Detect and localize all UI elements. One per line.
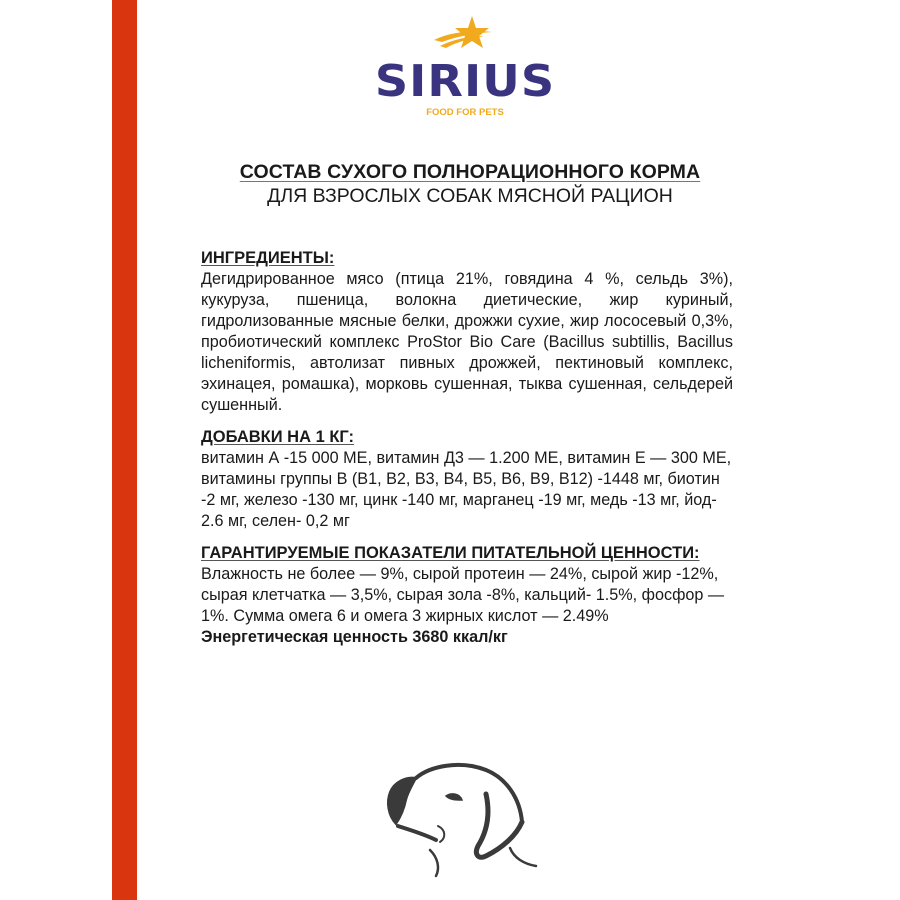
logo-tagline: FOOD FOR PETS (426, 107, 504, 118)
additives-heading: ДОБАВКИ НА 1 КГ: (201, 428, 355, 446)
page-title (200, 160, 740, 208)
energy-value: Энергетическая ценность 3680 ккал/кг (201, 628, 508, 646)
ingredients-section (201, 248, 733, 416)
ingredients-text: Дегидрированное мясо (птица 21%, говядина 4 %, сельдь 3%), кукуруза, пшеница, волокна диетические, жир куриный, гидролизованные мясные белки, дрожжи сухие, жир лососевый 0,3%, пробиотический комплекс ProStor Bio Care (Bacillus subtillis, Bacillus licheniformis, автолизат пивных дрожжей, пектиновый комплекс, эхинацея, ромашка), морковь сушенная, тыква сушенная, сельдерей сушенный. (201, 270, 733, 414)
star-swoosh-icon (432, 14, 498, 62)
logo-wordmark: SIRIUS (374, 56, 556, 107)
brand-logo (360, 14, 570, 124)
additives-text: витамин А -15 000 МЕ, витамин Д3 — 1.200 МЕ, витамин Е — 300 МЕ, витамины группы В (В1, В2, В3, В4, В5, В6, В9, В12) -1448 мг, биотин -2 мг, железо -130 мг, цинк -140 мг, марганец -19 мг, медь -13 мг, йод- 2.6 мг, селен- 0,2 мг (201, 449, 732, 530)
additives-section (201, 427, 733, 532)
title-line-2: ДЛЯ ВЗРОСЛЫХ СОБАК МЯСНОЙ РАЦИОН (267, 185, 673, 207)
composition-content (201, 248, 733, 659)
ingredients-heading: ИНГРЕДИЕНТЫ: (201, 249, 335, 267)
accent-bar (112, 0, 137, 900)
title-line-1: СОСТАВ СУХОГО ПОЛНОРАЦИОННОГО КОРМА (239, 161, 701, 183)
nutrition-section (201, 543, 733, 648)
nutrition-text: Влажность не более — 9%, сырой протеин — 24%, сырой жир -12%, сырая клетчатка — 3,5%, сырая зола -8%, кальций- 1.5%, фосфор — 1%. Сумма омега 6 и омега 3 жирных кислот — 2.49% (201, 565, 725, 625)
nutrition-heading: ГАРАНТИРУЕМЫЕ ПОКАЗАТЕЛИ ПИТАТЕЛЬНОЙ ЦЕННОСТИ: (201, 544, 700, 562)
dog-head-outline-icon (368, 738, 548, 888)
